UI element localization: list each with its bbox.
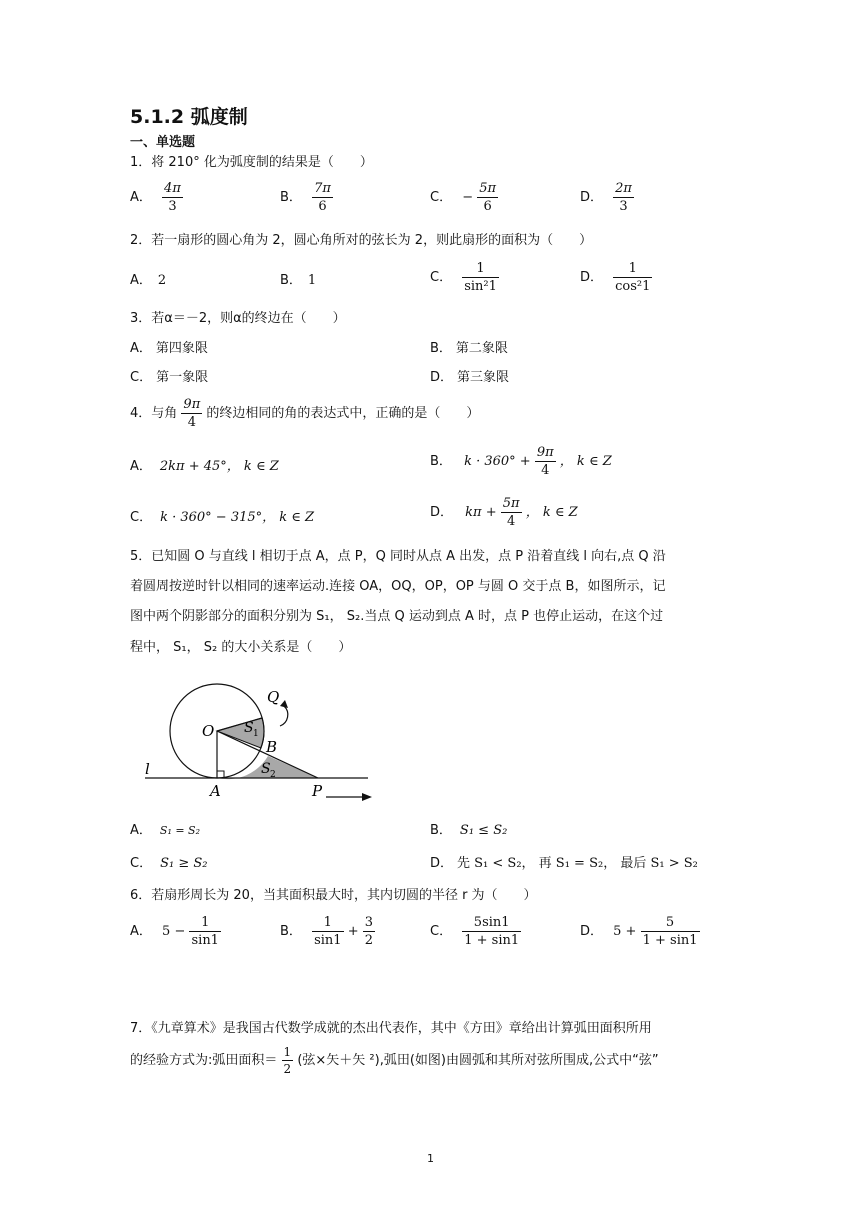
question-5-option-c: C． S₁ ≥ S₂ xyxy=(130,856,208,871)
arc-arrowhead xyxy=(280,700,288,708)
question-5-line-3: 图中两个阴影部分的面积分别为 S₁， S₂.当点 Q 运动到点 A 时，点 P 也停止运动，在这个过 xyxy=(130,609,664,624)
p-arrowhead xyxy=(362,793,372,801)
label-l: l xyxy=(145,760,150,778)
page-number: 1 xyxy=(427,1152,434,1165)
question-3-option-c: C． 第一象限 xyxy=(130,370,209,385)
question-1-option-b: B． $\frac{7\pi}{6}$ xyxy=(280,181,331,214)
question-2-option-a: A． 2 xyxy=(130,273,167,288)
label-b: B xyxy=(266,738,278,756)
fraction: $\frac{9\pi}{4}$ xyxy=(183,397,201,430)
label-s2: S xyxy=(261,761,271,777)
section-heading: 一、单选题 xyxy=(130,135,196,150)
question-6-option-d: D． 5 + $\frac{5}{1 + \sin 1}$ xyxy=(580,915,698,948)
fraction: $\frac{1}{\text{cos²1}}$ xyxy=(615,261,651,294)
question-5-option-a: A． S₁ = S₂ xyxy=(130,823,201,838)
question-4-option-b: B． k · 360° + $\frac{9\pi}{4}$ ， k ∈ Z xyxy=(430,445,612,478)
question-1-option-a: A． $\frac{4\pi}{3}$ xyxy=(130,181,181,214)
fraction: $\frac{5\pi}{6}$ xyxy=(479,181,497,214)
label-p: P xyxy=(312,782,323,800)
fraction: $\frac{1}{2}$ xyxy=(283,1045,292,1076)
question-1-option-c: C． − $\frac{5\pi}{6}$ xyxy=(430,181,497,214)
question-1-stem: 1．将 210° 化为弧度制的结果是（ ） xyxy=(130,155,373,170)
label-s1-sub: 1 xyxy=(253,729,259,739)
label-q: Q xyxy=(267,688,280,706)
question-6-option-c: C． $\frac{5\sin 1}{1 + \sin 1}$ xyxy=(430,915,520,948)
question-4-option-c: C． k · 360° − 315°， k ∈ Z xyxy=(130,510,315,525)
question-4-option-d: D． kπ + $\frac{5\pi}{4}$ ， k ∈ Z xyxy=(430,496,578,529)
fraction: $\frac{7\pi}{6}$ xyxy=(314,181,331,214)
arc-arrow xyxy=(280,706,288,726)
question-5-option-b: B． S₁ ≤ S₂ xyxy=(430,823,508,838)
fraction: $\frac{1}{\text{sin²1}}$ xyxy=(464,261,497,294)
circle-tangent-figure xyxy=(140,670,380,805)
label-o: O xyxy=(202,722,215,740)
question-7-line-1: 7．《九章算术》是我国古代数学成就的杰出代表作，其中《方田》章给出计算弧田面积所用 xyxy=(130,1021,652,1036)
question-2-stem: 2．若一扇形的圆心角为 2，圆心角所对的弦长为 2，则此扇形的面积为（ ） xyxy=(130,233,593,248)
fraction: $\frac{5\pi}{4}$ xyxy=(502,496,520,529)
question-2-option-c: C． $\frac{1}{\text{sin²1}}$ xyxy=(430,261,497,294)
question-5-line-2: 着圆周按逆时针以相同的速率运动.连接 OA，OQ，OP，OP 与圆 O 交于点 B，如图所示，记 xyxy=(130,579,666,594)
question-6-option-a: A． 5 − $\frac{1}{\sin 1}$ xyxy=(130,915,219,948)
question-5-option-d: D． 先 S₁ < S₂， 再 S₁ = S₂， 最后 S₁ > S₂ xyxy=(430,856,698,871)
fraction: $\frac{4\pi}{3}$ xyxy=(164,181,181,214)
fraction: $\frac{3}{2}$ xyxy=(364,915,374,948)
question-2-option-d: D． $\frac{1}{\text{cos²1}}$ xyxy=(580,261,651,294)
question-4-stem: 4．与角 $\frac{9\pi}{4}$ 的终边相同的角的表达式中，正确的是（ ） xyxy=(130,397,480,430)
fraction: $\frac{9\pi}{4}$ xyxy=(536,445,554,478)
question-3-option-d: D． 第三象限 xyxy=(430,370,510,385)
question-6-stem: 6．若扇形周长为 20，当其面积最大时，其内切圆的半径 r 为（ ） xyxy=(130,888,537,903)
question-5-line-4: 程中， S₁， S₂ 的大小关系是（ ） xyxy=(130,640,352,655)
right-angle-mark xyxy=(217,771,224,778)
question-6-option-b: B． $\frac{1}{\sin 1}$ + $\frac{3}{2}$ xyxy=(280,915,374,948)
label-s1: S xyxy=(244,720,254,736)
fraction: $\frac{1}{\sin 1}$ xyxy=(314,915,342,948)
label-s2-sub: 2 xyxy=(270,770,276,780)
question-7-line-2: 的经验方式为:弧田面积＝ $\frac{1}{2}$ (弦×矢＋矢 ²),弧田(如图)由圆弧和其所对弦所围成,公式中“弦” xyxy=(130,1045,659,1076)
fraction: $\frac{2\pi}{3}$ xyxy=(615,181,632,214)
question-3-option-b: B． 第二象限 xyxy=(430,341,508,356)
label-a: A xyxy=(210,782,221,800)
fraction: $\frac{5}{1 + \sin 1}$ xyxy=(642,915,698,948)
fraction: $\frac{5\sin 1}{1 + \sin 1}$ xyxy=(464,915,520,948)
question-5-line-1: 5．已知圆 O 与直线 l 相切于点 A，点 P，Q 同时从点 A 出发，点 P 沿着直线 l 向右,点 Q 沿 xyxy=(130,549,666,564)
question-3-stem: 3．若α＝－2，则α的终边在（ ） xyxy=(130,311,346,326)
question-4-option-a: A． 2kπ + 45°， k ∈ Z xyxy=(130,459,279,474)
page-title: 5.1.2 弧度制 xyxy=(130,106,248,128)
question-3-option-a: A． 第四象限 xyxy=(130,341,208,356)
question-1-option-d: D． $\frac{2\pi}{3}$ xyxy=(580,181,632,214)
question-2-option-b: B． 1 xyxy=(280,273,317,288)
fraction: $\frac{1}{\sin 1}$ xyxy=(191,915,219,948)
